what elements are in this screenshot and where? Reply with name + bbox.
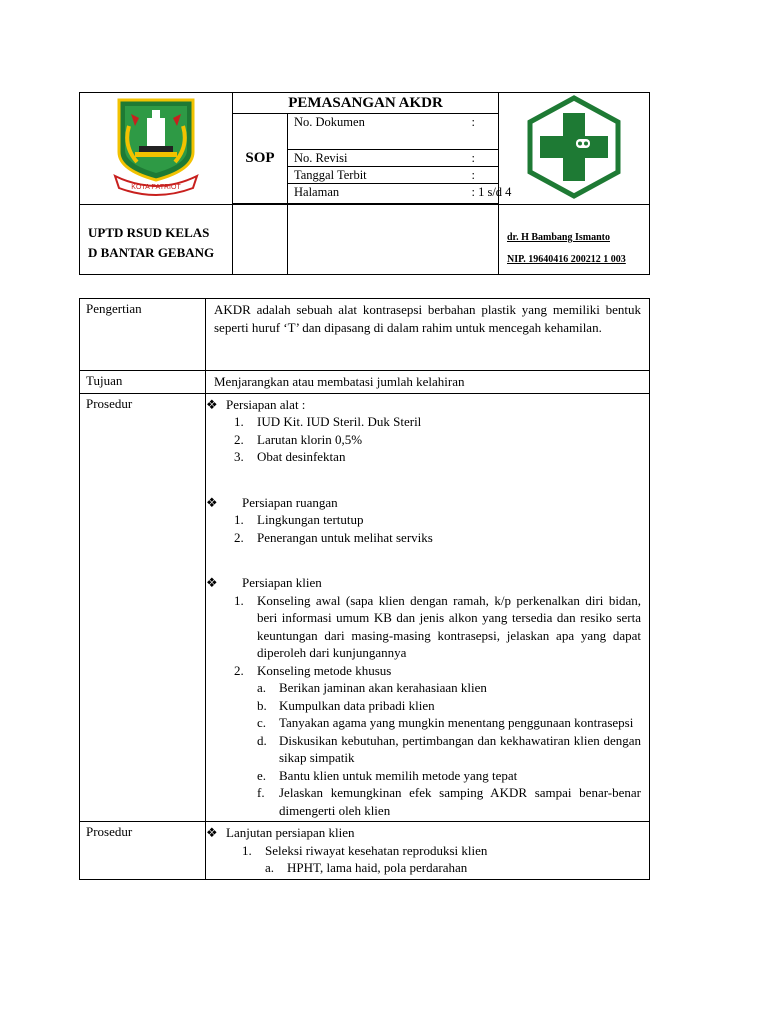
list-text: Konseling awal (sapa klien dengan ramah, k/p perkenalkan diri bidan, beri informasi umum KB dan jenis alkon yang tersedia dan resiko serta keuntungan dari masing-masing kontrasepsi, jelaskan apa yang dapat diperoleh dari kunjungannya [257,592,641,660]
diamond-bullet-icon: ❖ [206,396,218,412]
list-item [206,842,641,860]
sub-list-text: Berikan jaminan akan kerahasiaan klien [279,680,487,695]
list-text: Konseling metode khusus [257,662,392,678]
halaman-label: Halaman [294,185,340,199]
pengertian-label: Pengertian [80,299,206,371]
list-item [206,592,641,662]
sub-list-text: HPHT, lama haid, pola perdarahan [287,860,468,875]
list-text: Lingkungan tertutup [257,512,364,527]
no-dokumen-label: No. Dokumen [294,115,365,129]
list-number: 2. [234,662,244,678]
sub-list-letter: c. [257,715,267,730]
sub-list-text: Kumpulkan data pribadi klien [279,697,435,713]
list-number: 2. [234,431,244,447]
prosedur-label: Prosedur [80,393,206,822]
persiapan-klien-title: Persiapan klien [242,575,322,590]
list-item [206,431,641,449]
prosedur-content-2 [206,822,650,880]
list-item [206,448,641,466]
sub-list-item [206,784,641,819]
sub-list-letter: e. [257,767,267,783]
unit-name [80,205,233,275]
persiapan-alat-title: Persiapan alat : [226,396,306,412]
puskesmas-cross-logo-icon [526,95,622,199]
sub-list-item [206,732,641,767]
no-revisi-row [288,150,499,167]
empty-meta-cell [288,205,499,275]
list-item [206,529,641,547]
list-text: Seleksi riwayat kesehatan reproduksi klien [265,842,488,858]
logo-cell [80,93,233,205]
sub-list-item [206,767,641,785]
sop-label: SOP [233,114,288,204]
prosedur-label-2: Prosedur [80,822,206,880]
sub-list-letter: a. [257,680,267,695]
lanjutan-heading [206,824,641,842]
sub-list-letter: b. [257,697,267,713]
seal-banner-text: KOTA PATRIOT [131,183,181,191]
pengertian-text: AKDR adalah sebuah alat kontrasepsi berbahan plastik yang memiliki bentuk seperti huruf ‘T’ dan dipasang di dalam rahim untuk mencegah kehamilan. [206,299,650,371]
lanjutan-title: Lanjutan persiapan klien [226,825,355,840]
list-number: 1. [242,842,252,858]
diamond-bullet-icon: ❖ [206,494,218,510]
signer-nip: NIP. 19640416 200212 1 003 [507,254,626,265]
sub-list-item [206,697,641,715]
no-revisi-label: No. Revisi [294,151,348,165]
sop-header-table [79,92,650,275]
no-revisi-value: : [471,151,475,165]
list-text: Obat desinfektan [257,449,346,464]
list-item [206,511,641,529]
persiapan-ruangan-heading [206,494,641,512]
unit-name-line2: D BANTAR GEBANG [88,245,215,260]
sub-list-text: Diskusikan kebutuhan, pertimbangan dan kekhawatiran klien dengan sikap simpatik [279,732,641,765]
diamond-bullet-icon: ❖ [206,575,218,590]
list-number: 2. [234,529,244,545]
sub-list-item [206,859,641,877]
list-text: Penerangan untuk melihat serviks [257,529,433,545]
bekasi-city-seal-icon [109,96,203,198]
list-number: 1. [234,512,244,527]
signature-block [499,205,650,275]
halaman-row [288,184,512,204]
list-number: 1. [234,592,244,608]
sub-list-item [206,679,641,697]
tujuan-text: Menjarangkan atau membatasi jumlah kelahiran [206,371,650,394]
persiapan-ruangan-title: Persiapan ruangan [242,494,338,510]
sub-list-text: Bantu klien untuk memilih metode yang tepat [279,767,518,783]
health-logo-cell [499,93,650,205]
halaman-value: : 1 s/d 4 [471,185,512,199]
persiapan-alat-heading [206,396,641,414]
sub-list-letter: d. [257,732,267,748]
empty-sop-cell [233,205,288,275]
list-item [206,662,641,680]
persiapan-klien-heading [206,574,641,592]
no-dokumen-row [288,114,499,150]
sub-list-letter: f. [257,785,265,800]
sub-list-text: Tanyakan agama yang mungkin menentang penggunaan kontrasepsi [279,715,634,730]
sub-list-text: Jelaskan kemungkinan efek samping AKDR sampai benar-benar dimengerti oleh klien [279,785,641,818]
sub-list-letter: a. [265,860,275,875]
tanggal-terbit-row [288,167,499,184]
no-dokumen-value: : [471,115,475,129]
list-item [206,413,641,431]
tujuan-label: Tujuan [80,371,206,394]
list-text: IUD Kit. IUD Steril. Duk Steril [257,414,422,429]
tanggal-terbit-value: : [471,168,475,182]
list-text: Larutan klorin 0,5% [257,431,363,447]
tanggal-terbit-label: Tanggal Terbit [294,168,367,182]
sop-content-table [79,298,650,880]
sub-list-item [206,714,641,732]
unit-name-line1: UPTD RSUD KELAS [88,225,210,240]
document-title: PEMASANGAN AKDR [233,93,499,114]
diamond-bullet-icon: ❖ [206,825,218,840]
list-number: 1. [234,414,244,429]
list-number: 3. [234,449,244,464]
signer-name: dr. H Bambang Ismanto [507,232,610,243]
prosedur-content [206,393,650,822]
